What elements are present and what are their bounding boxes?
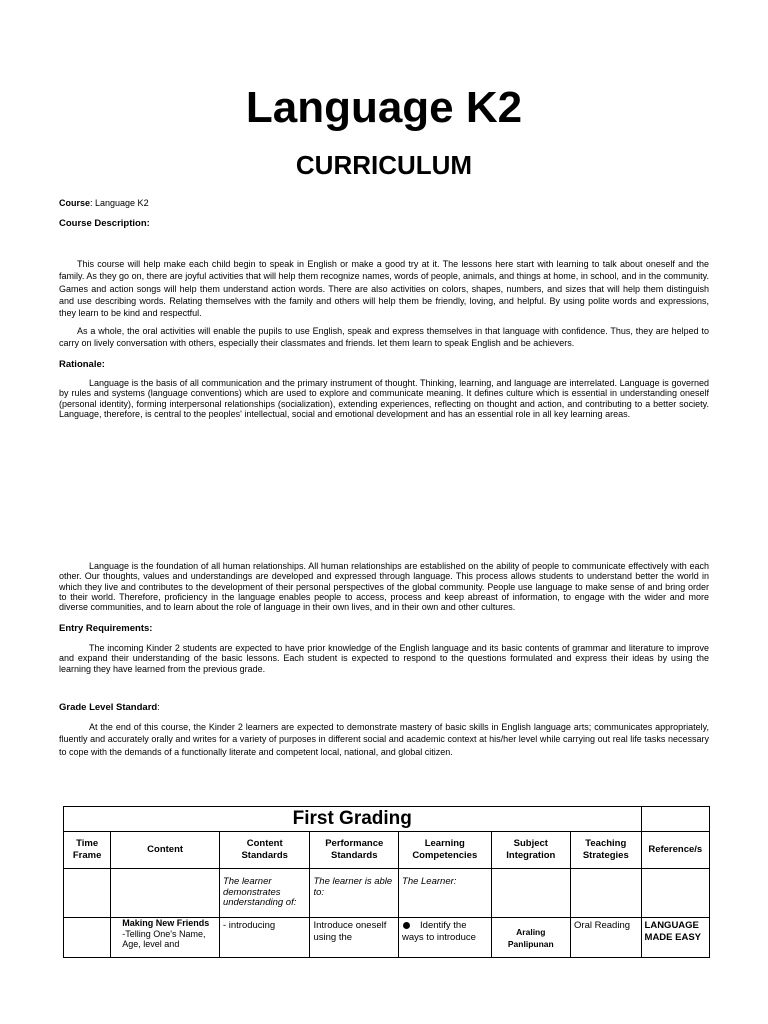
- course-line: [59, 197, 709, 209]
- hint-performance-standards: The learner is able to:: [310, 869, 399, 918]
- cell-learning-competencies: [399, 918, 492, 958]
- course-value: : Language K2: [90, 198, 149, 208]
- course-description-paragraph-2: As a whole, the oral activities will enable the pupils to use English, speak and express themselves in that language with confidence. Thus, they are helped to carry on lively conversation with others, especially their classmates and friends. let them learn to speak English and be achievers.: [59, 326, 709, 349]
- hint-cell-empty: [64, 869, 111, 918]
- hint-cell-empty: [641, 869, 709, 918]
- header-learning-competencies: Learning Competencies: [399, 832, 492, 869]
- content-text: -Telling One's Name, Age, level and: [122, 928, 206, 949]
- header-content-standards: Content Standards: [219, 832, 310, 869]
- table-row: [64, 869, 710, 918]
- grade-level-standard-paragraph: At the end of this course, the Kinder 2 learners are expected to demonstrate mastery of basic skills in English language arts; communicates appropriately, fluently and accurately orally and writes for a variety of purposes in different social and academic context at his/her level while carrying out real life tasks necessary to cope with the demands of a functionally literate and competent local, national, and global citizen.: [59, 722, 709, 757]
- bullet-icon: [403, 922, 410, 929]
- entry-requirements-paragraph: The incoming Kinder 2 students are expected to have prior knowledge of the English language and its basic contents of grammar and literature to improve and expand their understanding of the basic lessons. Each student is expected to respond to the questions formulated and express their ideas by using the learning they have learned from the previous grade.: [59, 643, 709, 674]
- cell-subject-integration: Araling Panlipunan: [491, 918, 570, 958]
- table-title-empty-cell: [641, 807, 709, 832]
- course-label: Course: [59, 198, 91, 208]
- cell-references: LANGUAGE MADE EASY: [641, 918, 709, 958]
- header-content: Content: [111, 832, 220, 869]
- cell-content-standards: - introducing: [219, 918, 310, 958]
- hint-learning-competencies: The Learner:: [399, 869, 492, 918]
- course-description-heading: Course Description:: [59, 218, 150, 229]
- entry-requirements-heading: Entry Requirements:: [59, 623, 153, 634]
- rationale-paragraph-1: Language is the basis of all communication and the primary instrument of thought. Thinking, learning, and language are interrelated. Language is governed by rules and systems (language conventions) which are used to explore and communicate meaning. It defines culture which is essential in understanding oneself (personal identity), forming interpersonal relationships (socialization), extending experiences, reflecting on thought and action, and contributing to a better society. Language, therefore, is central to the peoples' intellectual, social and emotional development and has an essential role in all key learning areas.: [59, 378, 709, 419]
- header-performance-standards: Performance Standards: [310, 832, 399, 869]
- grade-level-standard-heading-text: Grade Level Standard: [59, 702, 158, 713]
- header-teaching-strategies: Teaching Strategies: [571, 832, 642, 869]
- table-row: [64, 918, 710, 958]
- header-time-frame: Time Frame: [64, 832, 111, 869]
- course-description-paragraph-1: This course will help make each child begin to speak in English or make a good try at it. The lessons here start with learning to talk about oneself and the family. As they go on, there are joyful activities that will help them recognize names, words of people, animals, and things at home, in school, and in the community. Games and action songs will help them understand action words. There are also activities on colors, shapes, numbers, and sizes that will help them distinguish and use describing words. Relating themselves with the family and others will help them be friendly, loving, and helpful. By using polite words and expressions, they learn to be kind and respectful.: [59, 259, 709, 319]
- content-title: Making New Friends: [122, 918, 210, 928]
- cell-content: [111, 918, 220, 958]
- first-grading-table: [63, 806, 710, 958]
- hint-cell-empty: [571, 869, 642, 918]
- cell-teaching-strategies: Oral Reading: [571, 918, 642, 958]
- rationale-heading: Rationale:: [59, 359, 105, 370]
- grade-level-standard-heading-colon: :: [157, 702, 160, 713]
- grade-level-standard-heading: [59, 702, 160, 713]
- document-subtitle: CURRICULUM: [295, 150, 473, 180]
- header-references: Reference/s: [641, 832, 709, 869]
- document-title: Language K2: [245, 83, 523, 132]
- cell-time-frame: [64, 918, 111, 958]
- rationale-paragraph-2: Language is the foundation of all human relationships. All human relationships are established on the ability of people to communicate effectively with each other. Our thoughts, values and understandings are developed and expressed through language. This process allows students to understand better the world in which they live and contributes to the development of their personal perspectives of the global community. People use language to make sense of and bring order to their world. Therefore, proficiency in the language enables people to access, process and keep abreast of information, to engage with the wider and more diverse communities, and to learn about the role of language in their own lives, and in their own and other cultures.: [59, 561, 709, 613]
- hint-content-standards: The learner demonstrates understanding of:: [219, 869, 310, 918]
- hint-cell-empty: [111, 869, 220, 918]
- hint-cell-empty: [491, 869, 570, 918]
- cell-performance-standards: Introduce oneself using the: [310, 918, 399, 958]
- learning-competency-text: Identify the ways to introduce: [402, 920, 476, 943]
- header-subject-integration: Subject Integration: [491, 832, 570, 869]
- table-title: First Grading: [64, 807, 642, 832]
